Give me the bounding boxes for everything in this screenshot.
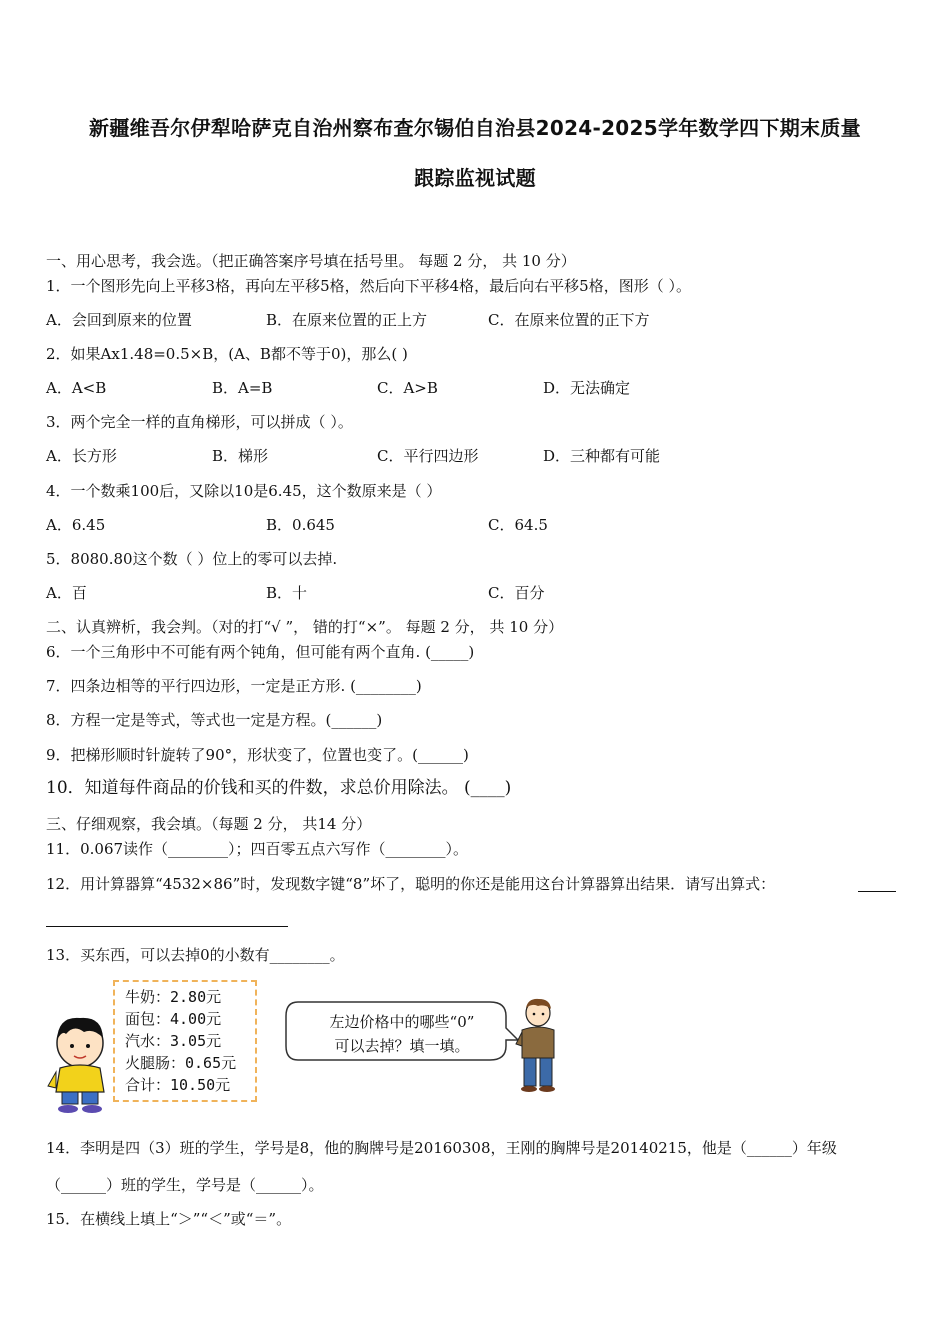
bubble-text (294, 1010, 510, 1058)
question-1: 1．一个图形先向上平移3格，再向左平移5格，然后向下平移4格，最后向右平移5格，图形（ ）。 (46, 277, 691, 295)
q3-option-b: B．梯形 (212, 447, 269, 465)
q5-option-b: B．十 (266, 584, 308, 602)
price-bread: 面包：4.00元 (125, 1010, 222, 1028)
answer-blank (858, 891, 896, 892)
question-11: 11．0.067读作（________）；四百零五点六写作（________）。 (46, 840, 469, 858)
price-sausage: 火腿肠：0.65元 (125, 1054, 237, 1072)
q5-option-a: A．百 (46, 584, 87, 602)
question-3: 3．两个完全一样的直角梯形，可以拼成（ ）。 (46, 413, 353, 431)
page-title-line2: 跟踪监视试题 (414, 166, 536, 190)
price-total: 合计：10.50元 (125, 1076, 231, 1094)
price-soda: 汽水：3.05元 (125, 1032, 222, 1050)
q2-option-d: D．无法确定 (543, 379, 631, 397)
section3-header: 三、仔细观察，我会填。（每题 2 分， 共14 分） (46, 815, 372, 833)
question-10: 10．知道每件商品的价钱和买的件数，求总价用除法。 (____) (46, 778, 512, 798)
question-5: 5．8080.80这个数（ ）位上的零可以去掉. (46, 550, 338, 568)
boy-illustration (44, 1010, 114, 1115)
question-14-line2: （______）班的学生，学号是（______）。 (46, 1176, 324, 1194)
question-15: 15．在横线上填上“＞”“＜”或“＝”。 (46, 1210, 292, 1228)
q4-option-b: B．0.645 (266, 516, 335, 534)
question-12: 12．用计算器算“4532×86”时，发现数字键“8”坏了，聪明的你还是能用这台计算器算出结果．请写出算式： (46, 875, 776, 893)
section1-header: 一、用心思考，我会选。（把正确答案序号填在括号里。 每题 2 分， 共 10 分） (46, 252, 576, 270)
answer-blank (46, 926, 288, 927)
section2-header: 二、认真辨析，我会判。（对的打“√ ”， 错的打“×”。 每题 2 分， 共 10 分） (46, 618, 564, 636)
price-list (113, 980, 257, 1102)
page-title-line1: 新疆维吾尔伊犁哈萨克自治州察布查尔锡伯自治县2024-2025学年数学四下期末质量 (89, 116, 861, 140)
question-6: 6．一个三角形中不可能有两个钝角，但可能有两个直角. (_____) (46, 643, 475, 661)
question-2: 2．如果Ax1.48=0.5×B，(A、B都不等于0)，那么( ) (46, 345, 408, 363)
question-7: 7．四条边相等的平行四边形，一定是正方形. (________) (46, 677, 422, 695)
question-9: 9．把梯形顺时针旋转了90°，形状变了，位置也变了。(______) (46, 746, 469, 764)
q3-option-c: C．平行四边形 (377, 447, 479, 465)
q4-option-c: C．64.5 (488, 516, 548, 534)
question-4: 4．一个数乘100后，又除以10是6.45，这个数原来是（ ） (46, 482, 442, 500)
q2-option-b: B．A=B (212, 379, 273, 397)
question-13: 13．买东西，可以去掉0的小数有________。 (46, 946, 345, 964)
bubble-line-2: 可以去掉？填一填。 (334, 1037, 470, 1055)
q4-option-a: A．6.45 (46, 516, 106, 534)
q2-option-a: A．A<B (46, 379, 107, 397)
q2-option-c: C．A>B (377, 379, 438, 397)
q3-option-a: A．长方形 (46, 447, 117, 465)
q1-option-c: C．在原来位置的正下方 (488, 311, 650, 329)
question-8: 8．方程一定是等式，等式也一定是方程。(______) (46, 711, 383, 729)
question-14-line1: 14．李明是四（3）班的学生，学号是8，他的胸牌号是20160308，王刚的胸牌号是20140215，他是（______）年级 (46, 1139, 837, 1157)
q3-option-d: D．三种都有可能 (543, 447, 661, 465)
q1-option-b: B．在原来位置的正上方 (266, 311, 428, 329)
q1-option-a: A．会回到原来的位置 (46, 311, 192, 329)
q5-option-c: C．百分 (488, 584, 545, 602)
teacher-illustration (512, 996, 560, 1094)
price-milk: 牛奶：2.80元 (125, 988, 222, 1006)
bubble-line-1: 左边价格中的哪些“0” (329, 1013, 475, 1031)
